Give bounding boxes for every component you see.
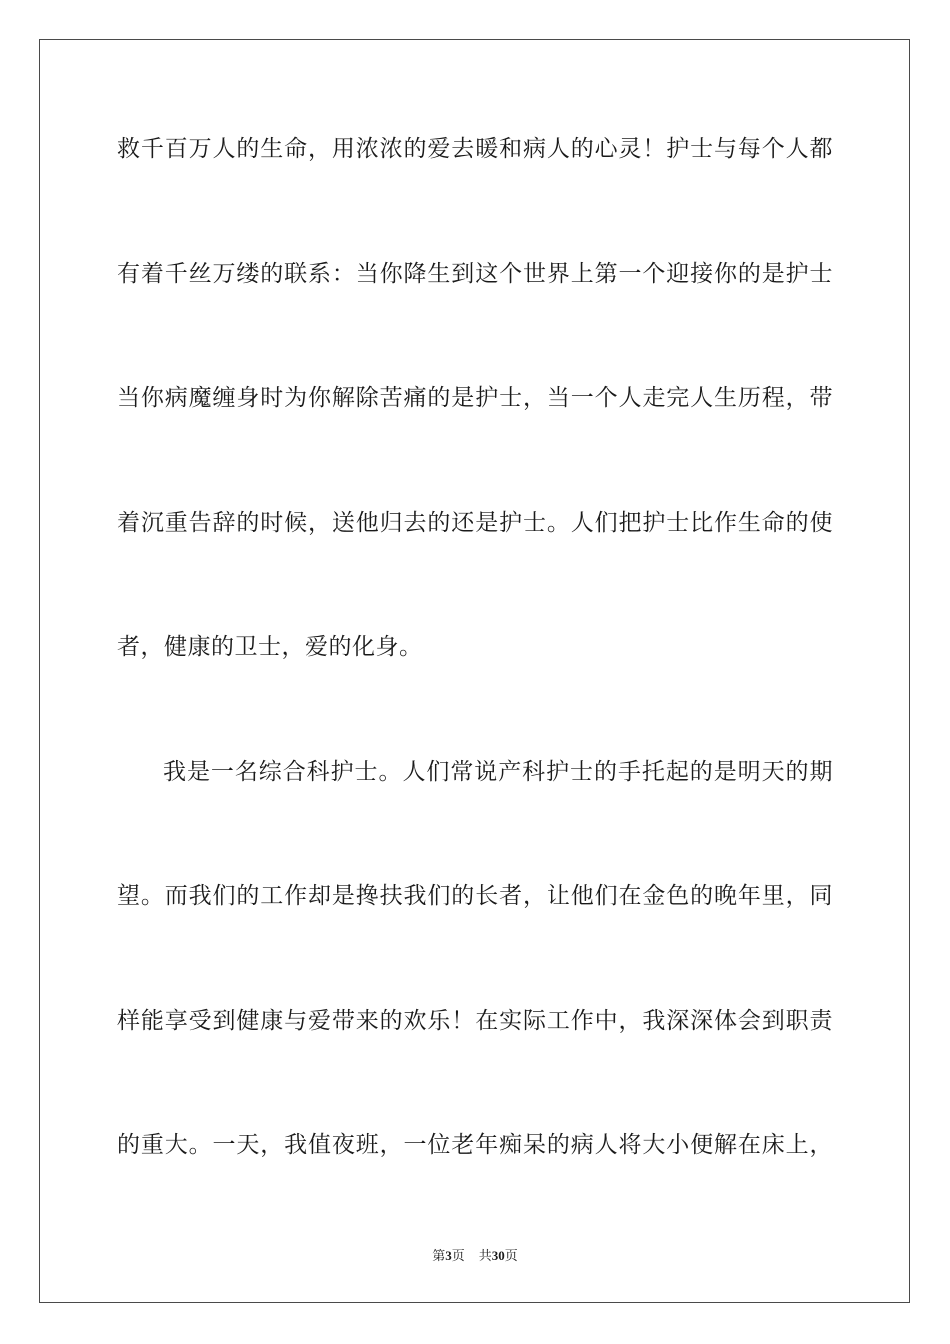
body-text-line: 着沉重告辞的时候，送他归去的还是护士。人们把护士比作生命的使 [117,510,833,536]
body-text-line: 者，健康的卫士，爱的化身。 [117,634,423,660]
page-number-label: 第3页 [432,1248,465,1264]
body-text-line: 当你病魔缠身时为你解除苦痛的是护士，当一个人走完人生历程，带 [117,385,833,411]
total-pages: 30 [491,1248,505,1263]
page-number: 3 [445,1248,452,1263]
body-text-line: 有着千丝万缕的联系：当你降生到这个世界上第一个迎接你的是护士 [117,261,833,287]
body-text-line: 救千百万人的生命，用浓浓的爱去暖和病人的心灵！护士与每个人都 [117,136,833,162]
total-pages-label: 共30页 [478,1248,518,1264]
body-text-line: 望。而我们的工作却是搀扶我们的长者，让他们在金色的晚年里，同 [117,883,833,909]
body-text-line: 样能享受到健康与爱带来的欢乐！在实际工作中，我深深体会到职责 [117,1008,833,1034]
page-footer [0,1247,950,1266]
paragraph-first-line: 我是一名综合科护士。人们常说产科护士的手托起的是明天的期 [163,759,833,785]
page-border [39,39,910,1303]
body-text-line: 的重大。一天，我值夜班，一位老年痴呆的病人将大小便解在床上， [117,1132,833,1158]
